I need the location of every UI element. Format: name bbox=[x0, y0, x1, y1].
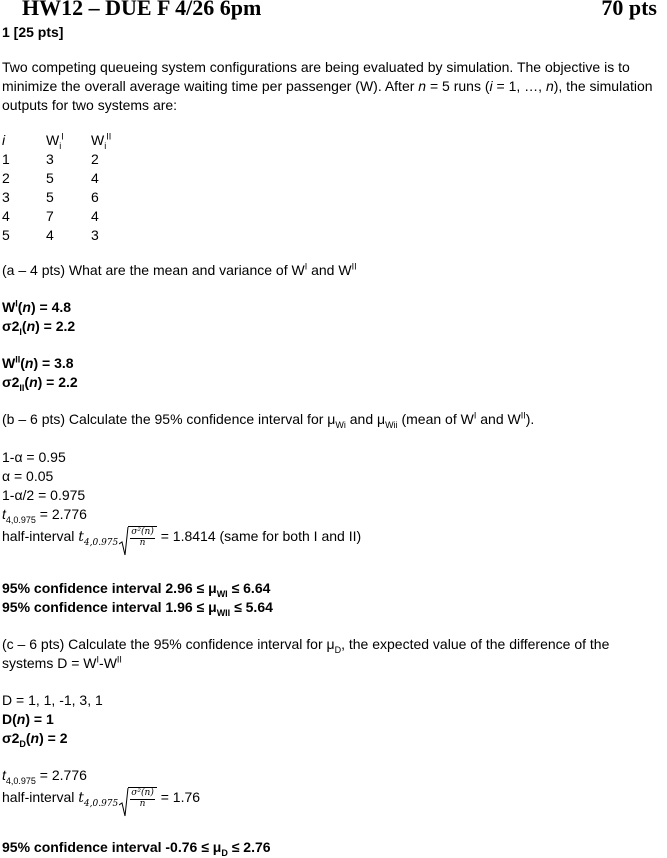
col-header-w2: $W_i^{II}$ bbox=[91, 131, 112, 151]
t-value-c: $t_{4,0.975} = 2.776$ bbox=[2, 767, 87, 786]
one-minus-half-alpha: 1-α/2 = 0.975 bbox=[2, 487, 86, 503]
assignment-title: HW12 – DUE F 4/26 6pm bbox=[22, 0, 262, 20]
d-mean: D(n) = 1 bbox=[2, 711, 54, 727]
variance-w2: $\sigma 2_{II}(n) = 2.2$ bbox=[2, 374, 78, 393]
problem-number: 1 [25 pts] bbox=[2, 24, 64, 40]
col-header-i: i bbox=[2, 132, 6, 148]
d-values: D = 1, 1, -1, 3, 1 bbox=[2, 692, 103, 708]
page-header bbox=[22, 0, 661, 22]
variance-w1: $\sigma 2_I(n) = 2.2$ bbox=[2, 318, 76, 337]
problem-intro: Two competing queueing system configurations are being evaluated by simulation. The objective is to minimize the overall average waiting time per passenger (W). After n = 5 runs (i = 1, …, n), the simulation outputs for two systems are: bbox=[2, 59, 653, 113]
one-minus-alpha: 1-α = 0.95 bbox=[2, 449, 66, 465]
half-interval-c: half-interval $t_{4,0.975}$ $\frac{\text{σ²(n)}}{n}$ = 1.76 bbox=[2, 787, 200, 810]
sqrt-formula: $\frac{\text{σ²(n)}}{n}$ bbox=[119, 787, 157, 810]
alpha-value: α = 0.05 bbox=[2, 468, 54, 484]
ci-difference: 95% confidence interval $-0.76 \le \mu_D \le 2.76$ bbox=[2, 839, 271, 858]
t-value: $t_{4,0.975} = 2.776$ bbox=[2, 506, 87, 525]
mean-w1: $W^I(n) = 4.8$ bbox=[2, 298, 72, 315]
part-b-question: (b – 6 pts) Calculate the 95% confidence interval for $\mu_{Wi}$ and $\mu_{Wii}$ (mean of $W^I$ and $W^{II}$). bbox=[2, 410, 535, 430]
d-variance: $\sigma 2_D(n) = 2$ bbox=[2, 730, 68, 749]
assignment-points: 70 pts bbox=[601, 0, 657, 20]
part-c-question: (c – 6 pts) Calculate the 95% confidence interval for $\mu_D$, the expected value of the difference of the systems $D = W^I-W^{II}$ bbox=[2, 636, 610, 671]
part-a-question: (a – 4 pts) What are the mean and variance of $W^I$ and $W^{II}$ bbox=[2, 261, 357, 278]
col-header-w1: $W_i^I$ bbox=[46, 131, 64, 151]
sqrt-formula: $\frac{\text{σ²(n)}}{n}$ bbox=[119, 526, 157, 549]
ci-system-2: 95% confidence interval $1.96 \le \mu_{WII} \le 5.64$ bbox=[2, 599, 273, 618]
half-interval-b: half-interval $t_{4,0.975}$ $\frac{\text{σ²(n)}}{n}$ = 1.8414 (same for both I and II) bbox=[2, 526, 361, 549]
ci-system-1: 95% confidence interval $2.96 \le \mu_{WI} \le 6.64$ bbox=[2, 580, 271, 599]
mean-w2: $W^{II}(n) = 3.8$ bbox=[2, 354, 74, 371]
